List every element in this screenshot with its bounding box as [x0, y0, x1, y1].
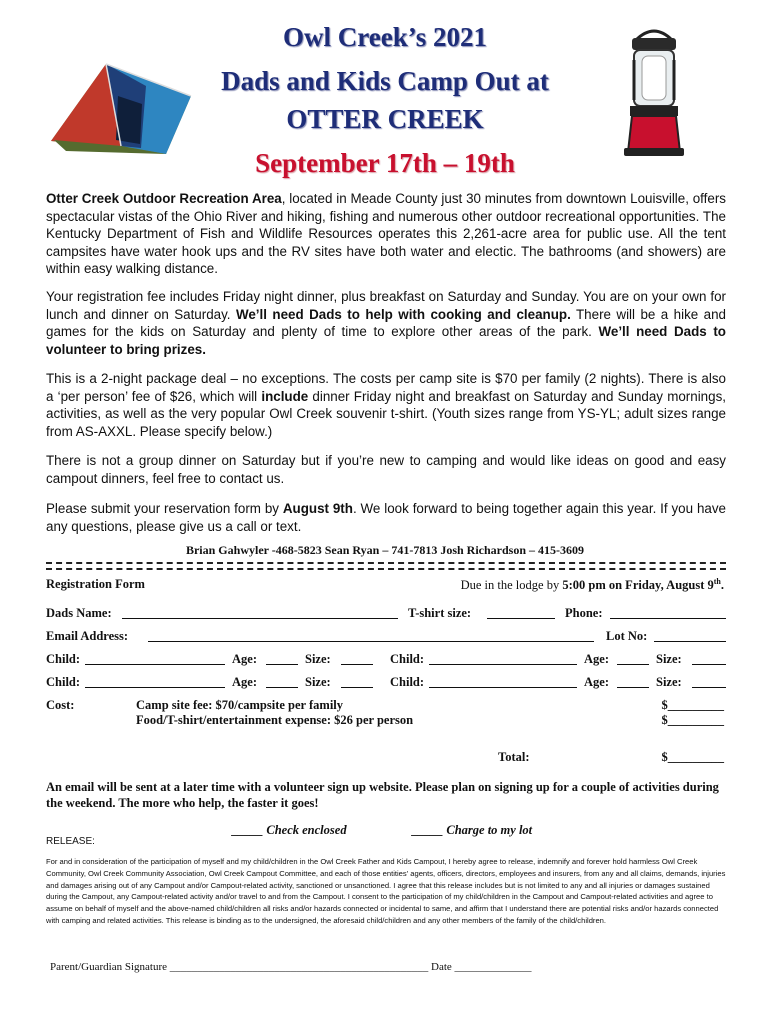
child-label: Child:	[46, 675, 81, 689]
child-name-field[interactable]	[85, 687, 225, 688]
dinner-paragraph: There is not a group dinner on Saturday but if you’re new to camping and would like ideas on good and easy campout dinners, feel free to contact us.	[46, 453, 726, 486]
fee-text-d: We’ll need Dads to volunteer to bring prizes.	[46, 324, 726, 357]
date-label: Date	[431, 961, 452, 973]
child-label: Child:	[46, 652, 81, 666]
child-name-field[interactable]	[85, 664, 225, 665]
fee-text-a: Your registration fee includes Friday night dinner, plus breakfast on Saturday and Sunday. You are on your own for lunch and dinner on Saturday.	[46, 289, 726, 322]
child-age-field[interactable]	[617, 664, 649, 665]
check-enclosed-option[interactable]: _____ Check enclosed	[232, 823, 347, 837]
intro-lead: Otter Creek Outdoor Recreation Area	[46, 191, 282, 206]
fee-paragraph	[46, 288, 726, 358]
dads-name-field[interactable]	[122, 618, 398, 619]
food-fee-amount[interactable]: $_________	[661, 713, 724, 727]
child-label: Child:	[390, 675, 425, 689]
child-label: Child:	[390, 652, 425, 666]
release-text: For and in consideration of the participation of myself and my child/children in the Owl Creek Father and Kids Campout, I hereby agree to release, indemnify and forever hold harmless Owl Creek Community, Owl Creek Community Association, Owl Creek Campout Committee, and each of those entities' agents, officers, directors, employees and insurers, from any and all claims, demands, injuries and damages arising out of any Campout and/or Campout-related activity, sanctioned or unsanctioned. I agree that this release includes but is not limited to any and all injuries or damages sustained during the Campout, any Campout-related activity and/or travel to and from the Campout. I consent to the participation of my child/children in the Campout and Campout-related activities and agree to assume on behalf of myself and the above-named child/children all risks and/or hazards connected or incidental to same, and affirm that I understand there are potential risks and/or hazards connected with camping and related activities. This release is binding as to the undersigned, the aforesaid child/children and any other members of the family of the child/children.	[46, 857, 726, 925]
email-label: Email Address:	[46, 629, 129, 643]
due-note	[461, 577, 724, 593]
size-label: Size:	[305, 675, 331, 689]
contact-list: Brian Gahwyler -468-5823 Sean Ryan – 741-7813 Josh Richardson – 415-3609	[185, 543, 585, 557]
signature-field[interactable]: _______________________________________________	[169, 961, 429, 973]
age-label: Age:	[232, 652, 257, 666]
event-title-line2: Dads and Kids Camp Out at	[221, 66, 549, 96]
package-text-b: include	[261, 388, 309, 404]
submit-text-c: . We look forward to being together again this year. If you have any questions, please give us a call or text.	[46, 501, 726, 534]
child-size-field[interactable]	[341, 687, 373, 688]
age-label: Age:	[584, 675, 609, 689]
cut-line	[46, 562, 726, 564]
event-title-line3: OTTER CREEK	[286, 104, 484, 134]
signature-label: Parent/Guardian Signature	[50, 961, 167, 973]
email-field[interactable]	[148, 641, 594, 642]
camp-fee-line: Camp site fee: $70/campsite per family	[136, 698, 344, 712]
lot-field[interactable]	[654, 641, 726, 642]
child-name-field[interactable]	[429, 664, 577, 665]
child-age-field[interactable]	[617, 687, 649, 688]
child-size-field[interactable]	[692, 664, 726, 665]
package-text-c: dinner Friday night and breakfast on Saturday and Sunday mornings, activities, as well as the very popular Owl Creek souvenir t-shirt. (Youth sizes range from YS-YL; adult sizes range from AS-AXXL. Please specify below.)	[46, 388, 726, 439]
total-amount[interactable]: $_________	[661, 750, 724, 764]
phone-field[interactable]	[610, 618, 726, 619]
phone-label: Phone:	[565, 606, 603, 620]
dads-name-label: Dads Name:	[46, 606, 112, 620]
package-text-a: This is a 2-night package deal – no exceptions. The costs per camp site is $70 per family (2 nights). There is also a ‘per person’ fee of $26, which will	[46, 371, 726, 404]
food-fee-line: Food/T-shirt/entertainment expense: $26 per person	[136, 713, 414, 727]
camp-fee-amount[interactable]: $_________	[661, 698, 724, 712]
event-dates: September 17th – 19th	[255, 148, 515, 178]
intro-paragraph	[46, 190, 726, 278]
volunteer-note: An email will be sent at a later time with a volunteer sign up website. Please plan on signing up for a couple of activities during the weekend. The more who help, the faster it goes!	[46, 780, 719, 810]
age-label: Age:	[232, 675, 257, 689]
submit-text-a: Please submit your reservation form by	[46, 501, 283, 516]
tshirt-size-field[interactable]	[487, 618, 555, 619]
package-paragraph	[46, 370, 726, 440]
size-label: Size:	[305, 652, 331, 666]
fee-text-c: There will be a hike and games for the kids on Saturday and plenty of time to explore other areas of the park.	[46, 306, 726, 339]
submit-deadline: August 9th	[282, 501, 353, 516]
child-size-field[interactable]	[692, 687, 726, 688]
intro-text: , located in Meade County just 30 minutes from downtown Louisville, offers spectacular vistas of the Ohio River and hiking, fishing and numerous other outdoor recreational opportunities. The Kentucky Department of Fish and Wildlife Resources operates this 2,261-acre area for public use. All the tent campsites have water hook ups and the RV sites have both water and electic. The bathrooms (and showers) are within easy walking distance.	[46, 191, 726, 276]
form-title: Registration Form	[46, 577, 145, 591]
child-age-field[interactable]	[266, 664, 298, 665]
due-end: .	[720, 578, 724, 593]
tshirt-size-label: T-shirt size:	[408, 606, 472, 620]
child-name-field[interactable]	[429, 687, 577, 688]
due-sup: th	[713, 577, 721, 586]
child-age-field[interactable]	[266, 687, 298, 688]
submit-paragraph	[46, 500, 726, 535]
age-label: Age:	[584, 652, 609, 666]
cut-line-lower	[46, 568, 726, 570]
charge-to-lot-option[interactable]: _____ Charge to my lot	[412, 823, 533, 837]
event-title-line1: Owl Creek’s 2021	[283, 22, 487, 52]
size-label: Size:	[656, 652, 682, 666]
cost-label: Cost:	[46, 698, 75, 712]
signature-line	[50, 961, 532, 973]
due-deadline: 5:00 pm on Friday, August 9	[562, 578, 714, 593]
release-heading: RELEASE:	[46, 836, 95, 847]
fee-text-b: We’ll need Dads to help with cooking and cleanup.	[235, 306, 571, 322]
total-label: Total:	[498, 750, 530, 764]
child-size-field[interactable]	[341, 664, 373, 665]
size-label: Size:	[656, 675, 682, 689]
lot-label: Lot No:	[606, 629, 648, 643]
due-text-a: Due in the lodge by	[460, 578, 563, 593]
date-field[interactable]: ______________	[454, 961, 532, 973]
